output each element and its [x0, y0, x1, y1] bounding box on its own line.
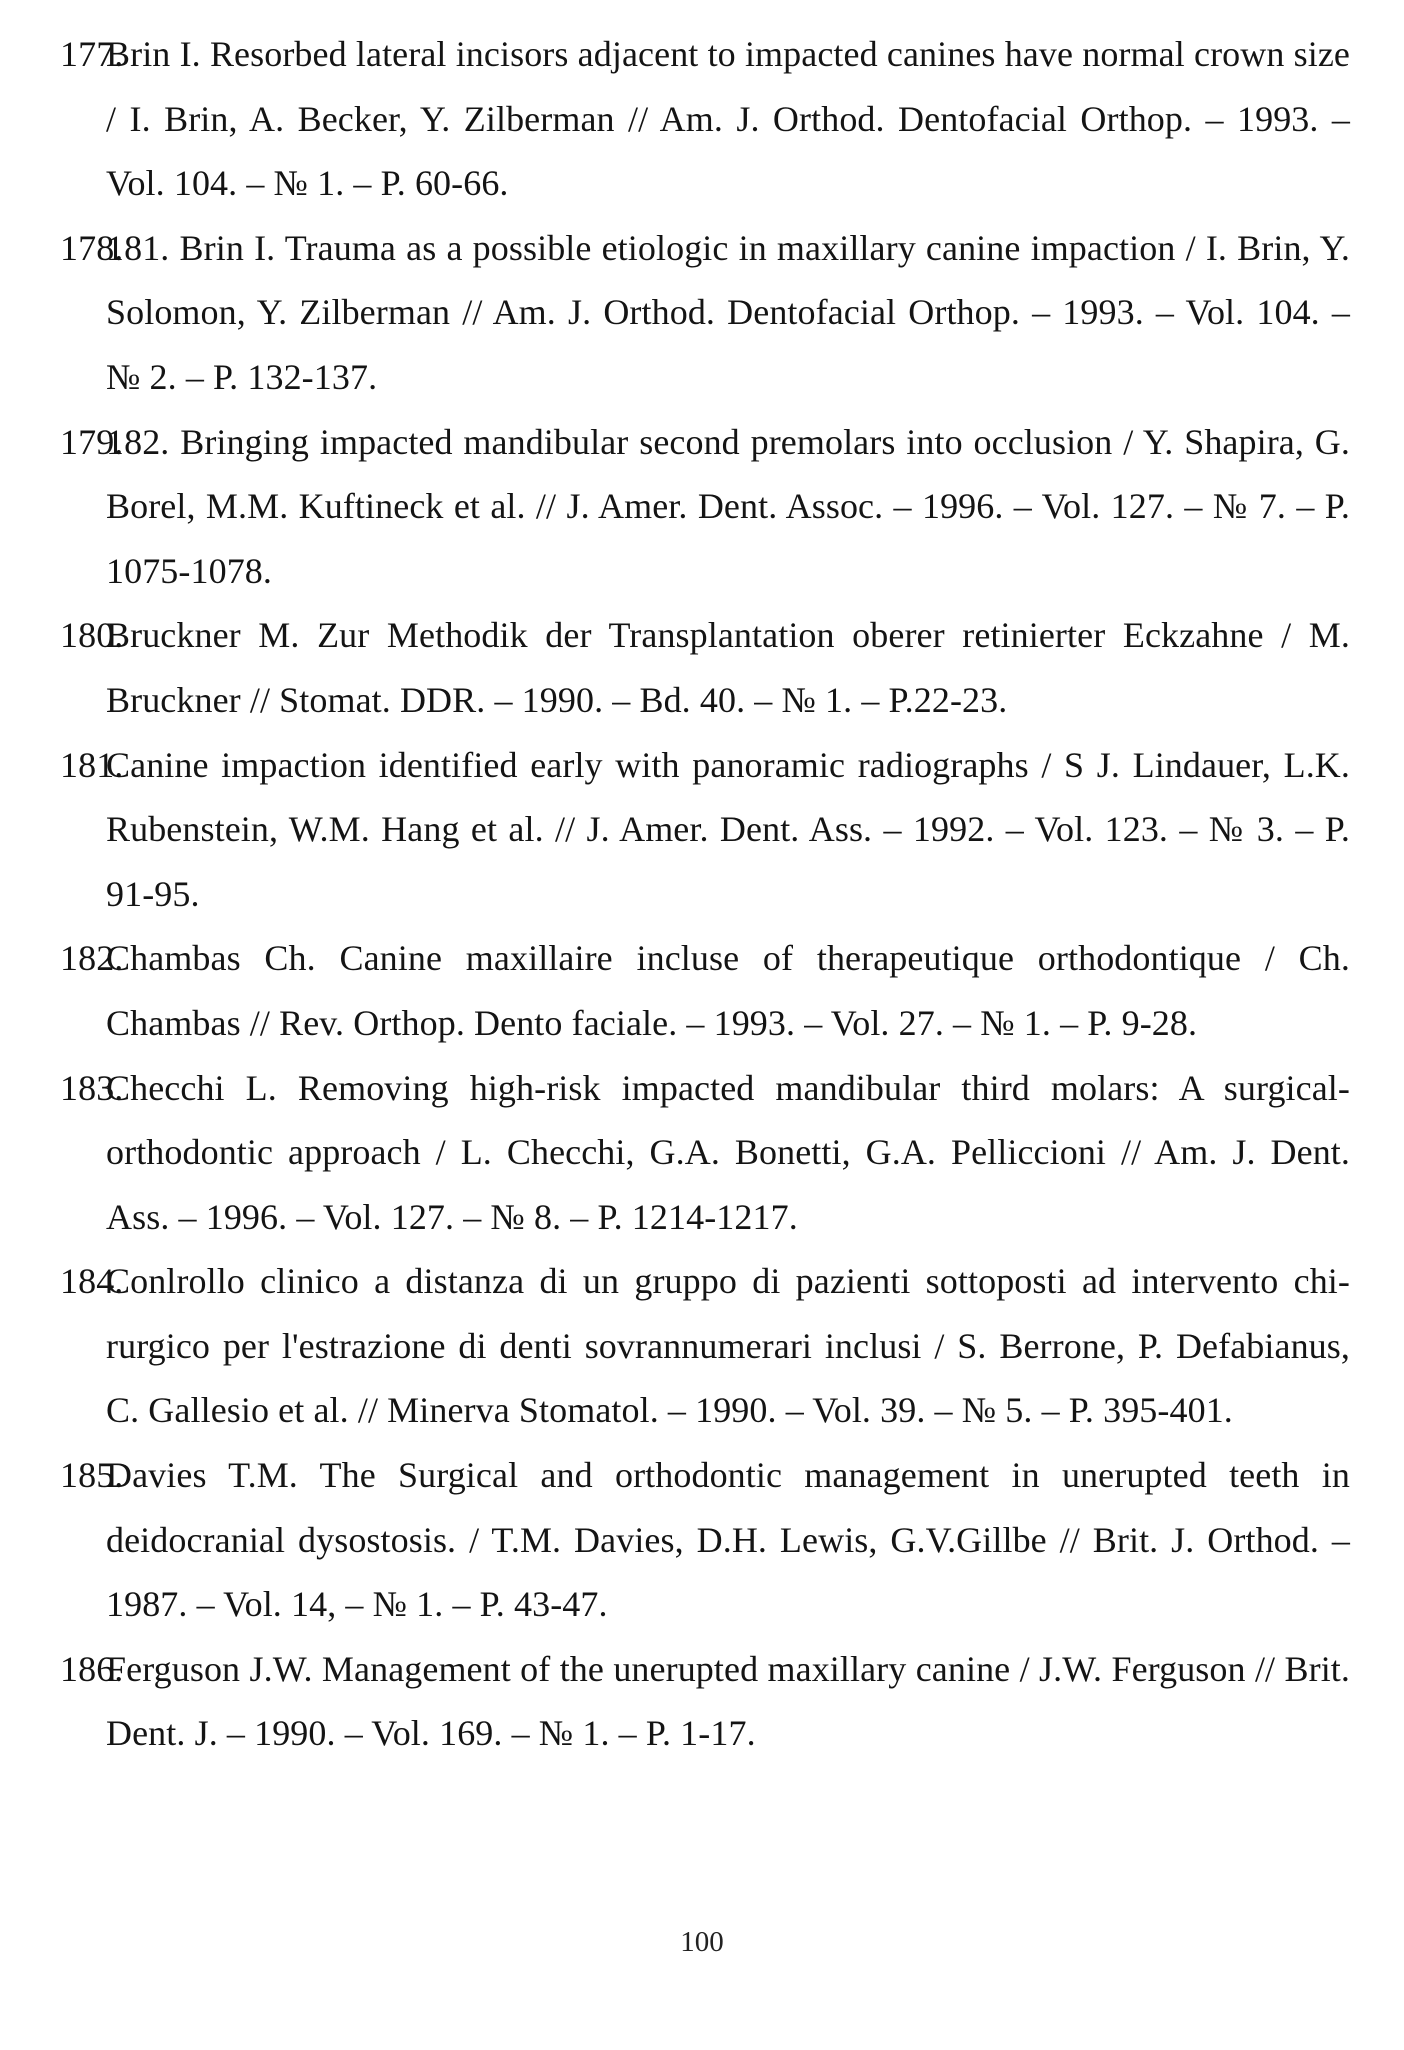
- reference-text: Ferguson J.W. Management of the unerupted maxillary canine / J.W. Ferguson // Brit. Dent. J. – 1990. – Vol. 169. – № 1. – P. 1-17.: [106, 1648, 1350, 1754]
- reference-text: 181. Brin I. Trauma as a possible etiologic in maxillary canine impaction / I. Brin, Y. Solomon, Y. Zilberman // Am. J. Orthod. Dentofacial Orthop. – 1993. – Vol. 104. – № 2. – P. 132-137.: [106, 227, 1350, 397]
- reference-item: [60, 603, 1350, 732]
- reference-number: 180.: [60, 615, 124, 656]
- page-number: 100: [680, 1926, 724, 1958]
- reference-item: [60, 22, 1350, 216]
- reference-text: Brin I. Resorbed lateral incisors adjacent to impacted canines have normal crown size / I. Brin, A. Becker, Y. Zilberman // Am. J. Orthod. Dentofacial Orthop. – 1993. – Vol. 104. – № 1. – P. 60-66.: [106, 34, 1350, 204]
- reference-number: 183.: [60, 1067, 124, 1108]
- reference-number: 186.: [60, 1648, 124, 1689]
- reference-item: [60, 1056, 1350, 1250]
- reference-number: 184.: [60, 1261, 124, 1302]
- reference-text: 182. Bringing impacted mandibular second premolars into occlusion / Y. Shapira, G. Borel, M.M. Kuftineck et al. // J. Amer. Dent. Assoc. – 1996. – Vol. 127. – № 7. – P. 1075-1078.: [106, 421, 1350, 591]
- reference-text: Davies T.M. The Surgical and orthodontic management in unerupted teeth in deidocranial dysostosis. / T.M. Davies, D.H. Lewis, G.V.Gillbe // Brit. J. Orthod. – 1987. – Vol. 14, – № 1. – P. 43-47.: [106, 1455, 1350, 1625]
- reference-text: Conlrollo clinico a distanza di un gruppo di pazienti sottoposti ad intervento chi-rurgico per l'estrazione di denti sovrannumerari inclusi / S. Berrone, P. Defabianus, C. Gallesio et al. // Minerva Stomatol. – 1990. – Vol. 39. – № 5. – P. 395-401.: [106, 1261, 1350, 1431]
- reference-number: 181.: [60, 744, 124, 785]
- reference-text: Chambas Ch. Canine maxillaire incluse of therapeutique orthodontique / Ch. Chambas // Rev. Orthop. Dento faciale. – 1993. – Vol. 27. – № 1. – P. 9-28.: [106, 938, 1350, 1043]
- reference-item: [60, 733, 1350, 927]
- reference-text: Canine impaction identified early with panoramic radiographs / S J. Lindauer, L.K. Rubenstein, W.M. Hang et al. // J. Amer. Dent. Ass. – 1992. – Vol. 123. – № 3. – P. 91-95.: [106, 744, 1350, 914]
- reference-item: [60, 1249, 1350, 1443]
- reference-text: Checchi L. Removing high-risk impacted mandibular third molars: A surgical-orthodontic approach / L. Checchi, G.A. Bonetti, G.A. Pelliccioni // Am. J. Dent. Ass. – 1996. – Vol. 127. – № 8. – P. 1214-1217.: [106, 1067, 1350, 1237]
- reference-number: 179.: [60, 421, 124, 462]
- reference-item: [60, 1637, 1350, 1766]
- reference-item: [60, 216, 1350, 410]
- reference-list: [60, 22, 1350, 1766]
- reference-item: [60, 1443, 1350, 1637]
- reference-item: [60, 926, 1350, 1055]
- reference-number: 178.: [60, 227, 124, 268]
- reference-text: Bruckner M. Zur Methodik der Transplantation oberer retinierter Eckzahne / M. Bruckner // Stomat. DDR. – 1990. – Bd. 40. – № 1. – P.22-23.: [106, 615, 1350, 720]
- reference-number: 182.: [60, 938, 124, 979]
- reference-item: [60, 410, 1350, 604]
- reference-number: 177.: [60, 34, 124, 74]
- reference-number: 185.: [60, 1455, 124, 1496]
